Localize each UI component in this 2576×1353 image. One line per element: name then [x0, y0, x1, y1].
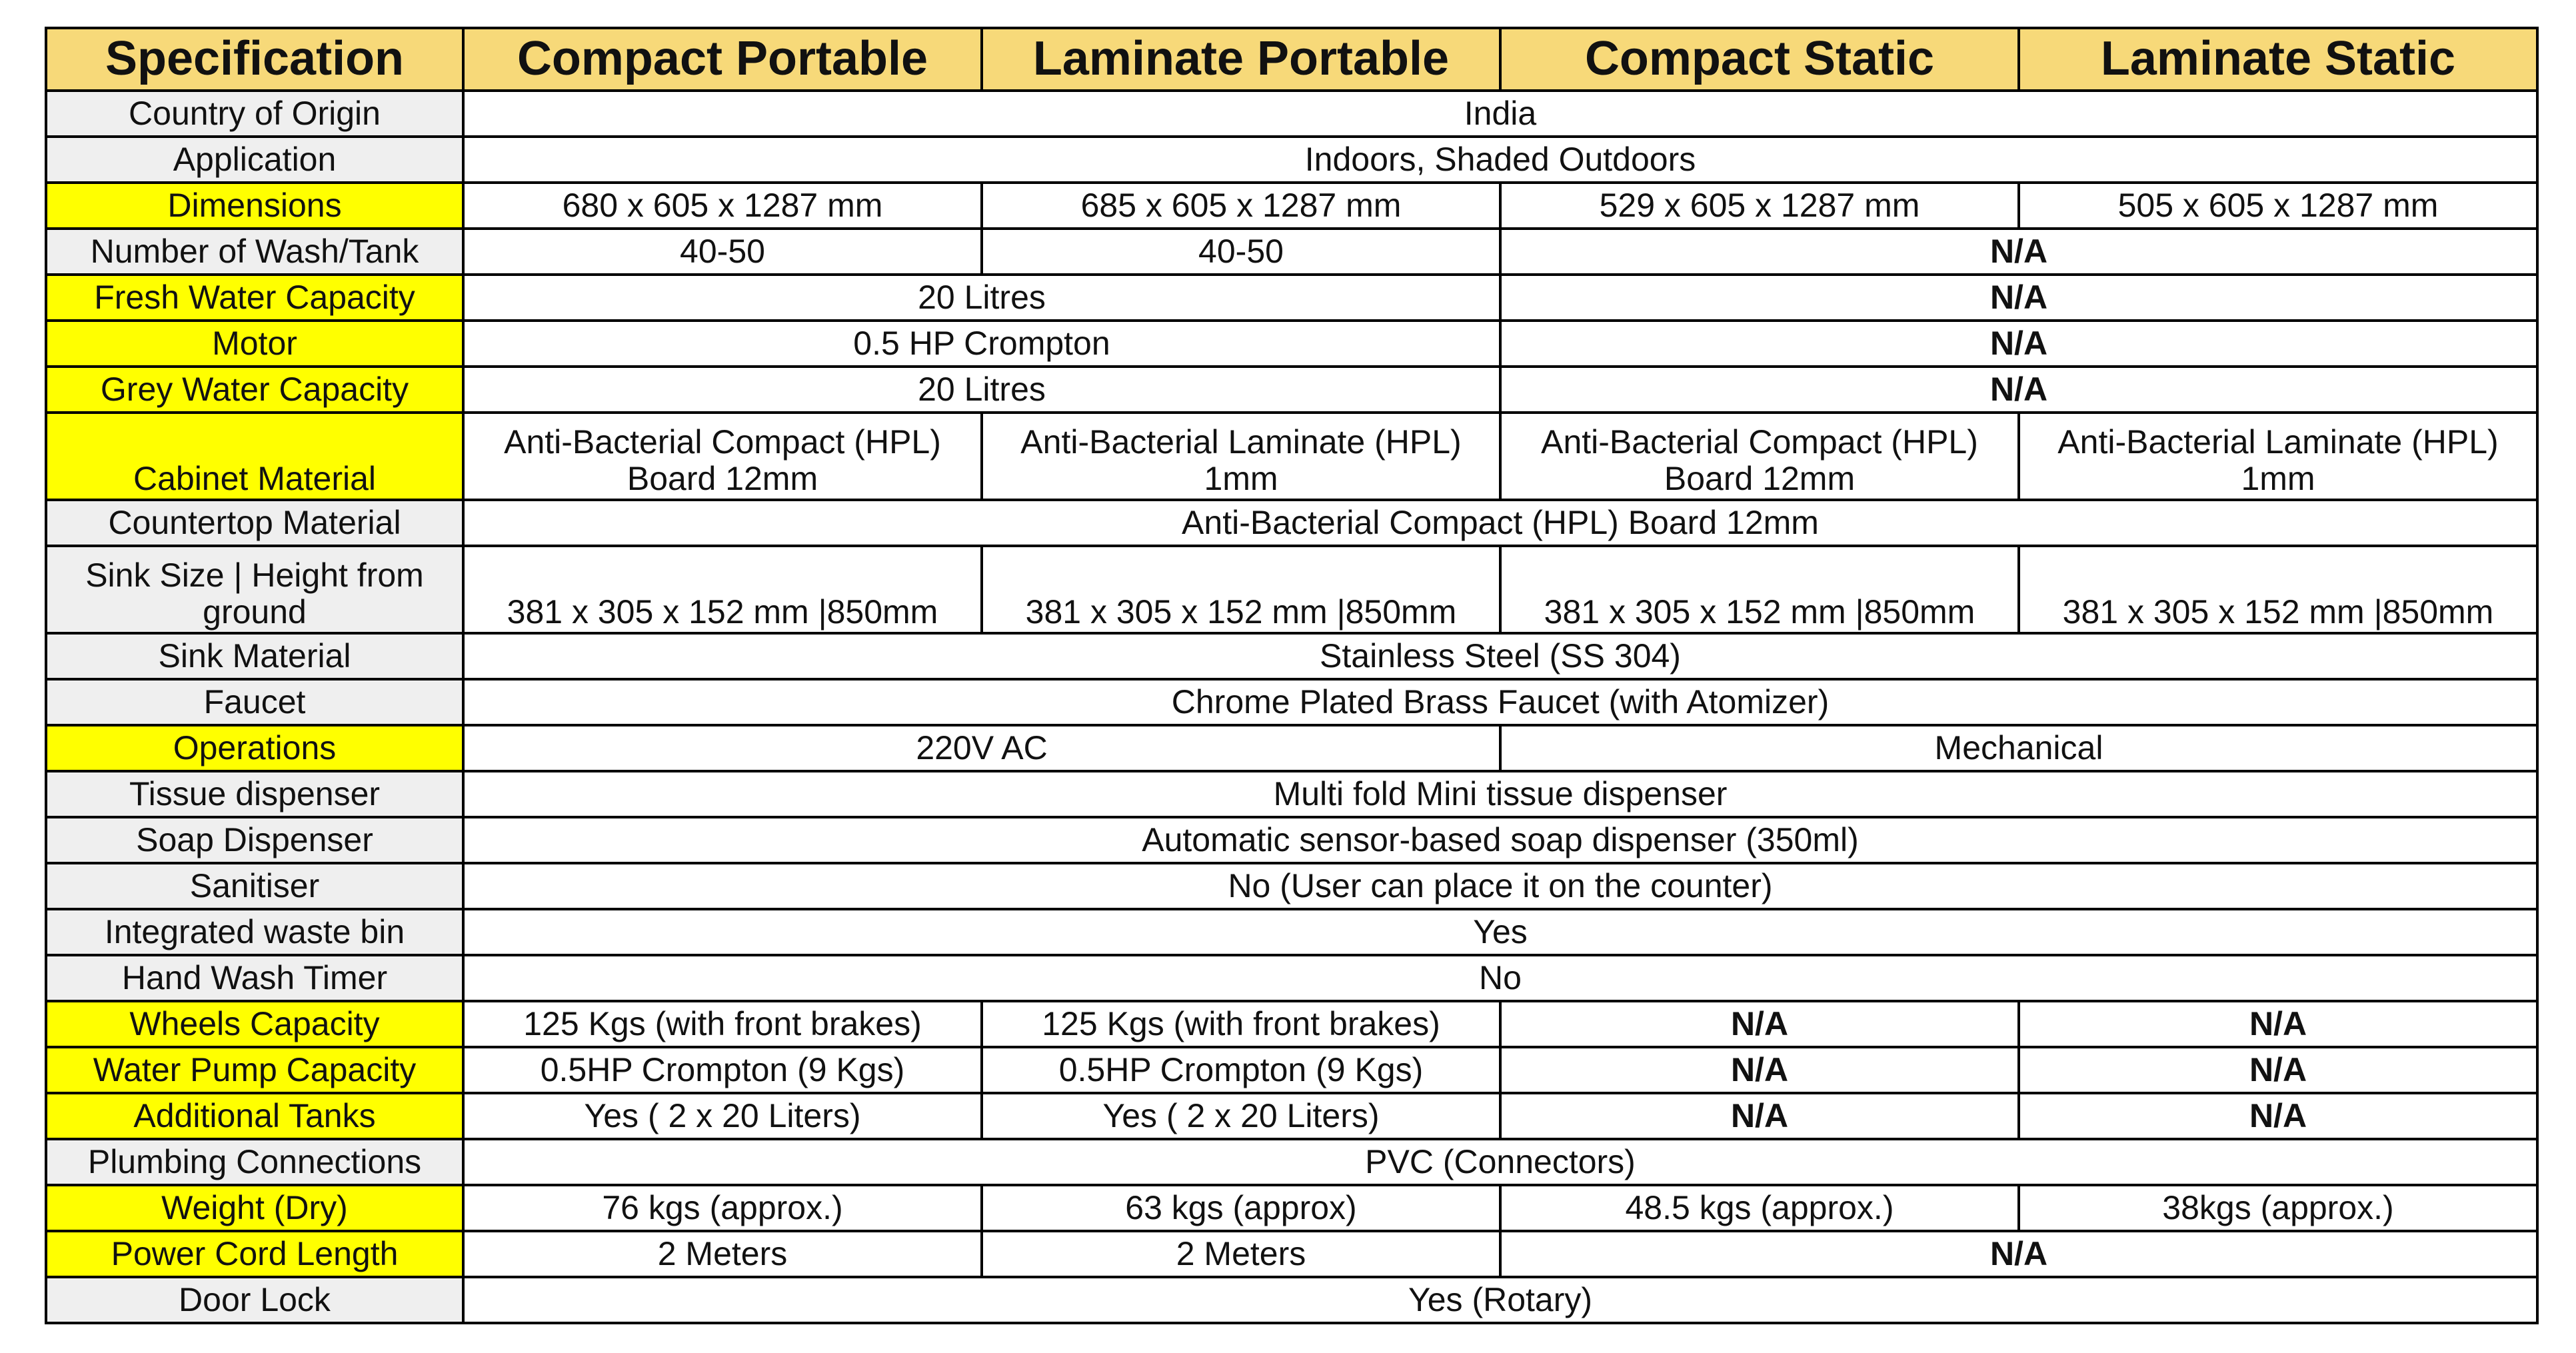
table-cell: 0.5 HP Crompton [463, 321, 1500, 367]
table-cell: 48.5 kgs (approx.) [1500, 1185, 2019, 1231]
row-label: Tissue dispenser [46, 771, 463, 817]
table-cell: N/A [1500, 321, 2537, 367]
table-cell: 0.5HP Crompton (9 Kgs) [982, 1047, 1500, 1093]
table-cell: Anti-Bacterial Compact (HPL) Board 12mm [1500, 413, 2019, 500]
table-cell: N/A [1500, 367, 2537, 413]
row-label: Weight (Dry) [46, 1185, 463, 1231]
table-cell: N/A [2019, 1093, 2537, 1139]
table-cell: 381 x 305 x 152 mm |850mm [463, 546, 982, 633]
table-row [46, 183, 2537, 229]
table-cell: Chrome Plated Brass Faucet (with Atomizer) [463, 679, 2537, 725]
table-cell: N/A [1500, 1001, 2019, 1047]
table-row [46, 1093, 2537, 1139]
row-label: Sanitiser [46, 863, 463, 909]
table-cell: Yes [463, 909, 2537, 955]
row-label: Motor [46, 321, 463, 367]
table-cell: N/A [1500, 1231, 2537, 1277]
table-cell: Anti-Bacterial Compact (HPL) Board 12mm [463, 500, 2537, 546]
row-label: Hand Wash Timer [46, 955, 463, 1001]
header-laminate-static: Laminate Static [2019, 28, 2537, 91]
row-label: Sink Size | Height from ground [46, 546, 463, 633]
header-specification: Specification [46, 28, 463, 91]
table-row [46, 633, 2537, 679]
table-cell: 381 x 305 x 152 mm |850mm [2019, 546, 2537, 633]
table-cell: Automatic sensor-based soap dispenser (350ml) [463, 817, 2537, 863]
table-cell: Yes (Rotary) [463, 1277, 2537, 1323]
row-label: Number of Wash/Tank [46, 229, 463, 275]
table-cell: Multi fold Mini tissue dispenser [463, 771, 2537, 817]
table-cell: N/A [1500, 1093, 2019, 1139]
table-cell: 125 Kgs (with front brakes) [982, 1001, 1500, 1047]
row-label: Faucet [46, 679, 463, 725]
table-row [46, 1277, 2537, 1323]
table-cell: Yes ( 2 x 20 Liters) [982, 1093, 1500, 1139]
table-row [46, 725, 2537, 771]
row-label: Plumbing Connections [46, 1139, 463, 1185]
table-row [46, 817, 2537, 863]
row-label: Additional Tanks [46, 1093, 463, 1139]
table-row [46, 546, 2537, 633]
table-cell: 40-50 [982, 229, 1500, 275]
table-cell: 220V AC [463, 725, 1500, 771]
table-cell: Anti-Bacterial Laminate (HPL) 1mm [2019, 413, 2537, 500]
table-cell: 20 Litres [463, 275, 1500, 321]
table-cell: 40-50 [463, 229, 982, 275]
row-label: Application [46, 137, 463, 183]
table-row [46, 367, 2537, 413]
row-label: Wheels Capacity [46, 1001, 463, 1047]
table-cell: N/A [2019, 1047, 2537, 1093]
row-label: Door Lock [46, 1277, 463, 1323]
table-cell: Anti-Bacterial Laminate (HPL) 1mm [982, 413, 1500, 500]
table-row [46, 413, 2537, 500]
table-cell: 2 Meters [463, 1231, 982, 1277]
table-row [46, 1001, 2537, 1047]
row-label: Dimensions [46, 183, 463, 229]
row-label: Grey Water Capacity [46, 367, 463, 413]
row-label: Fresh Water Capacity [46, 275, 463, 321]
table-cell: 0.5HP Crompton (9 Kgs) [463, 1047, 982, 1093]
table-cell: N/A [1500, 1047, 2019, 1093]
header-laminate-portable: Laminate Portable [982, 28, 1500, 91]
table-row [46, 500, 2537, 546]
table-cell: 529 x 605 x 1287 mm [1500, 183, 2019, 229]
table-cell: 76 kgs (approx.) [463, 1185, 982, 1231]
table-row [46, 679, 2537, 725]
table-cell: No [463, 955, 2537, 1001]
table-body [46, 91, 2537, 1323]
row-label: Operations [46, 725, 463, 771]
header-compact-portable: Compact Portable [463, 28, 982, 91]
table-row [46, 137, 2537, 183]
table-cell: Stainless Steel (SS 304) [463, 633, 2537, 679]
table-row [46, 229, 2537, 275]
table-cell: Indoors, Shaded Outdoors [463, 137, 2537, 183]
table-row [46, 275, 2537, 321]
table-cell: India [463, 91, 2537, 137]
row-label: Soap Dispenser [46, 817, 463, 863]
table-row [46, 1139, 2537, 1185]
table-cell: Yes ( 2 x 20 Liters) [463, 1093, 982, 1139]
row-label: Power Cord Length [46, 1231, 463, 1277]
table-cell: 38kgs (approx.) [2019, 1185, 2537, 1231]
row-label: Countertop Material [46, 500, 463, 546]
table-cell: N/A [1500, 229, 2537, 275]
row-label: Integrated waste bin [46, 909, 463, 955]
table-cell: 381 x 305 x 152 mm |850mm [982, 546, 1500, 633]
table-cell: 125 Kgs (with front brakes) [463, 1001, 982, 1047]
table-cell: No (User can place it on the counter) [463, 863, 2537, 909]
header-compact-static: Compact Static [1500, 28, 2019, 91]
table-row [46, 1047, 2537, 1093]
table-row [46, 955, 2537, 1001]
header-row [46, 28, 2537, 91]
table-cell: N/A [1500, 275, 2537, 321]
table-cell: 680 x 605 x 1287 mm [463, 183, 982, 229]
table-cell: 381 x 305 x 152 mm |850mm [1500, 546, 2019, 633]
row-label: Sink Material [46, 633, 463, 679]
table-cell: N/A [2019, 1001, 2537, 1047]
specification-table [45, 27, 2539, 1324]
table-row [46, 321, 2537, 367]
row-label: Country of Origin [46, 91, 463, 137]
table-cell: Anti-Bacterial Compact (HPL) Board 12mm [463, 413, 982, 500]
table-row [46, 1231, 2537, 1277]
table-cell: Mechanical [1500, 725, 2537, 771]
row-label: Cabinet Material [46, 413, 463, 500]
table-row [46, 863, 2537, 909]
table-row [46, 909, 2537, 955]
table-cell: PVC (Connectors) [463, 1139, 2537, 1185]
row-label: Water Pump Capacity [46, 1047, 463, 1093]
table-cell: 20 Litres [463, 367, 1500, 413]
table-row [46, 91, 2537, 137]
table-cell: 685 x 605 x 1287 mm [982, 183, 1500, 229]
table-cell: 505 x 605 x 1287 mm [2019, 183, 2537, 229]
table-cell: 63 kgs (approx) [982, 1185, 1500, 1231]
table-row [46, 771, 2537, 817]
table-cell: 2 Meters [982, 1231, 1500, 1277]
table-row [46, 1185, 2537, 1231]
